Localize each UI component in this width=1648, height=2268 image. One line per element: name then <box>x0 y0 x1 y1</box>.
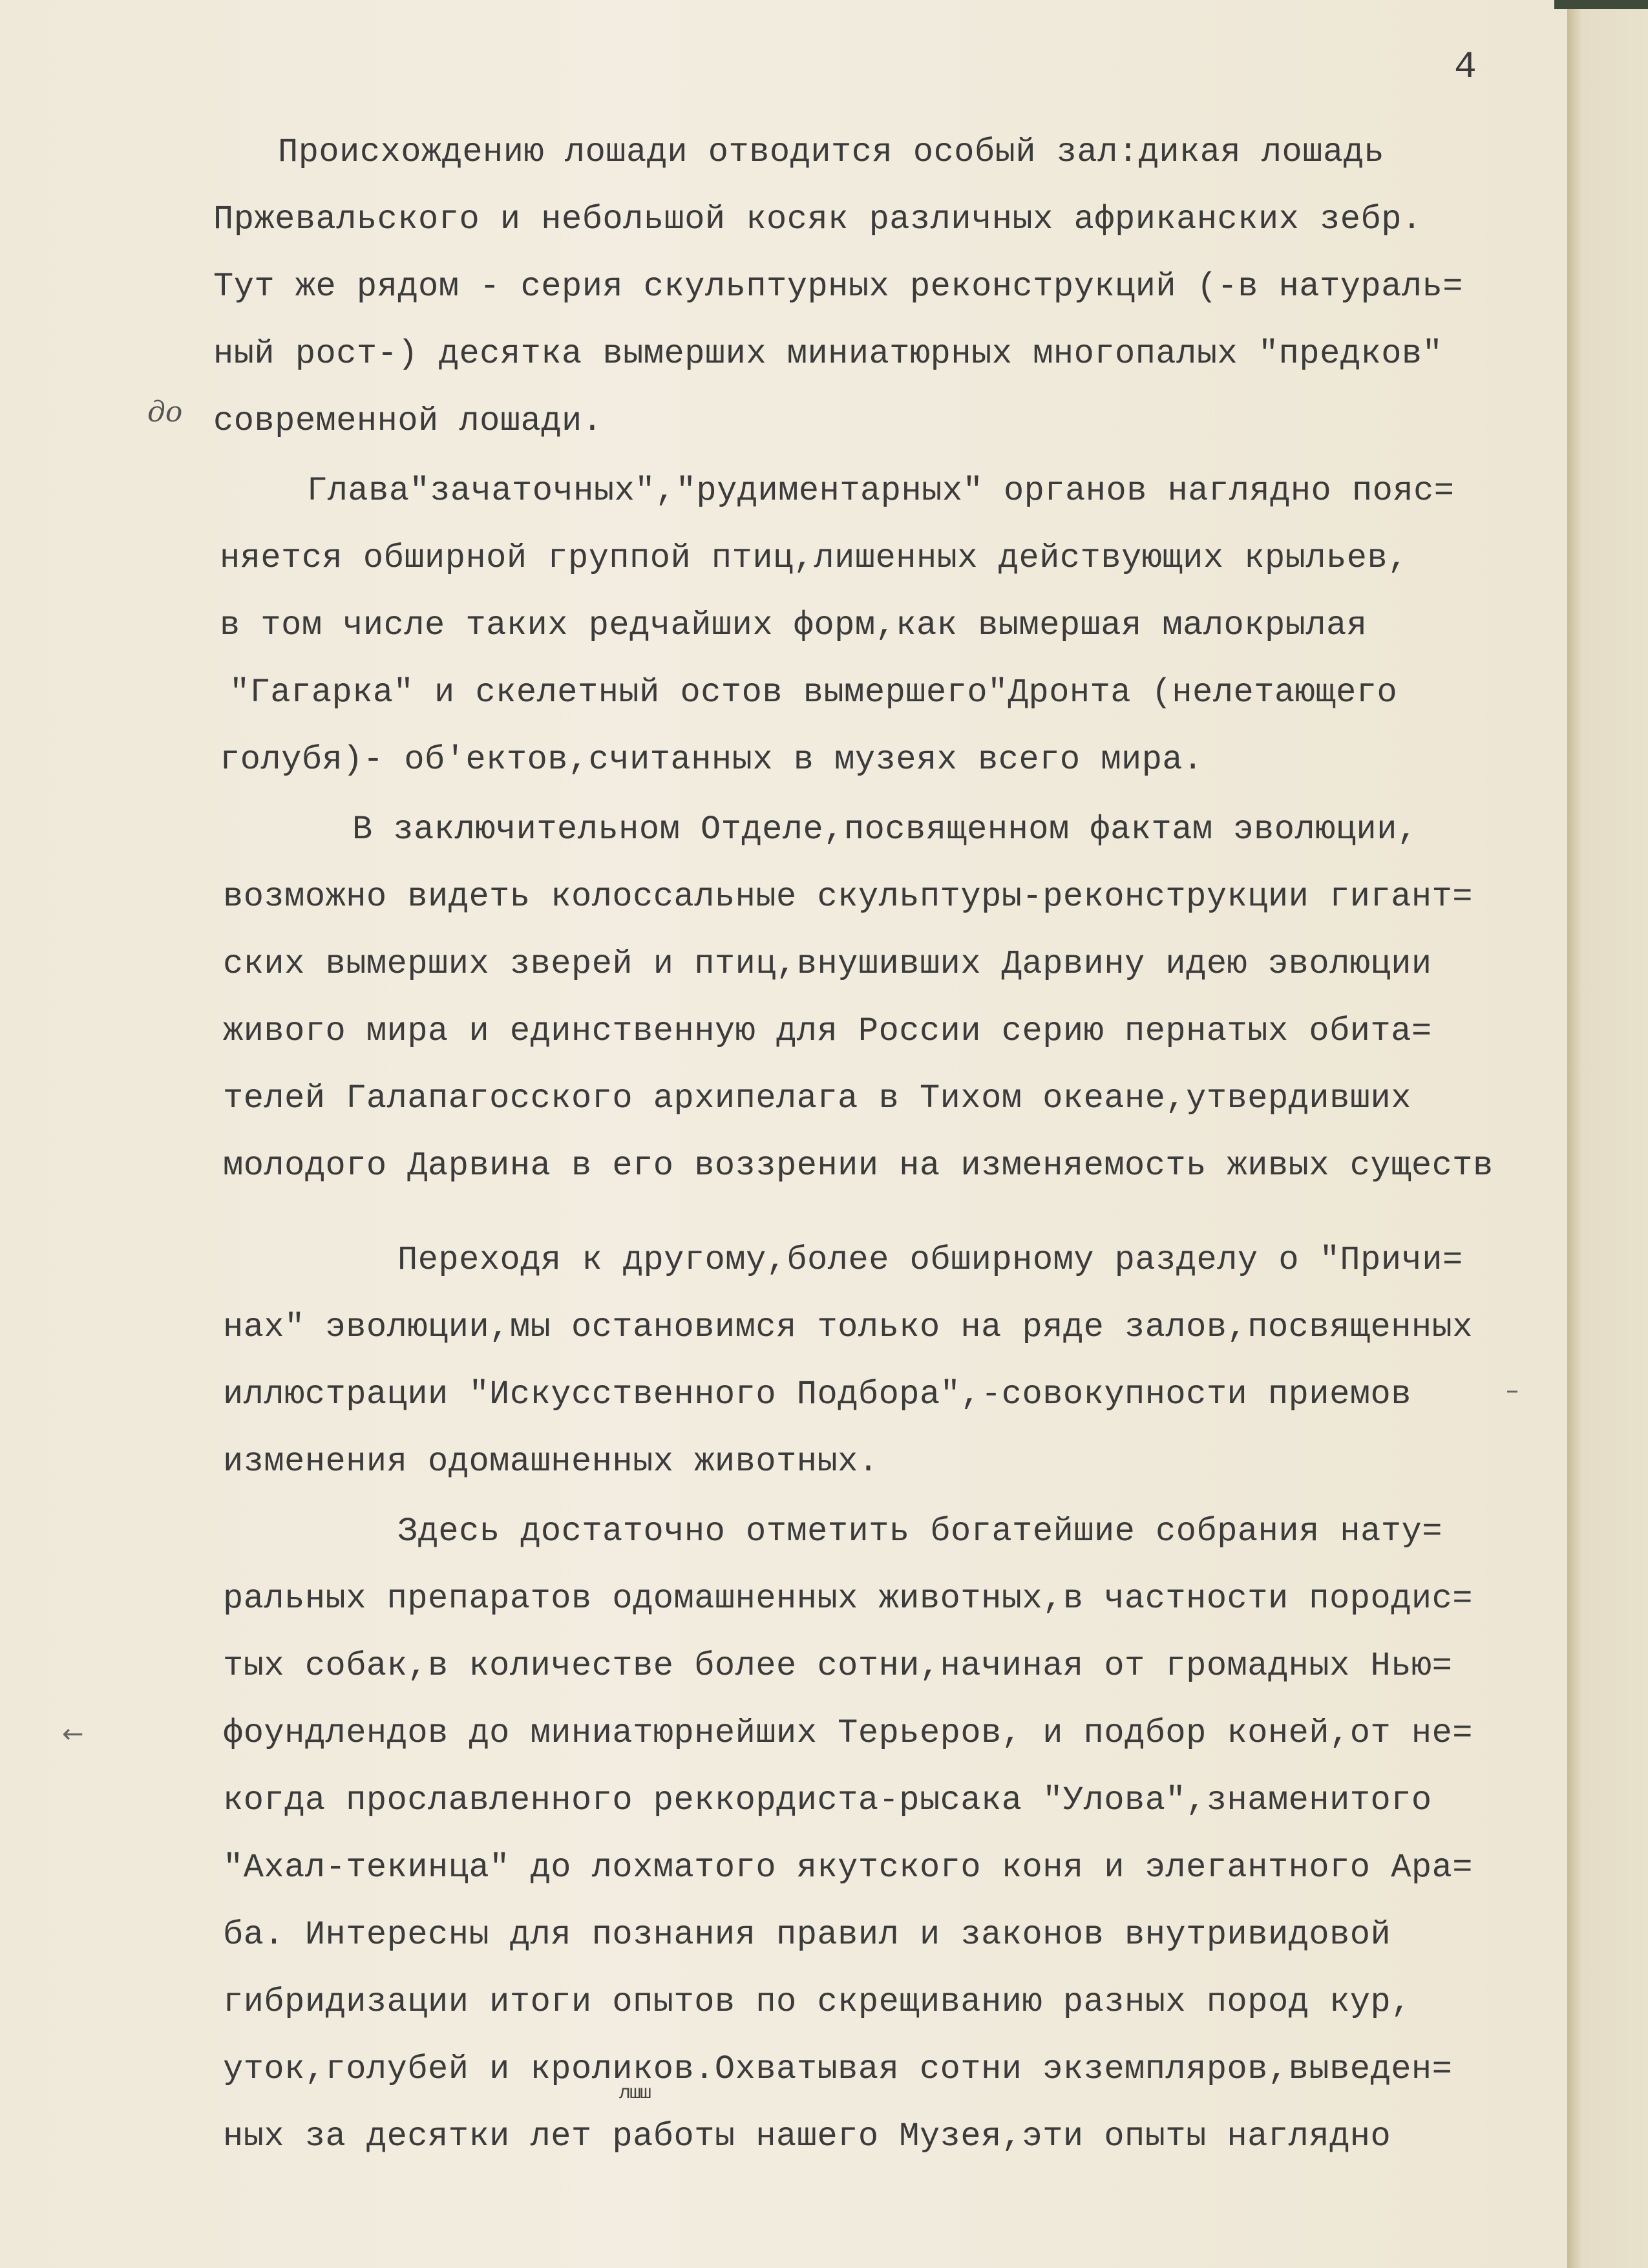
text-line: когда прославленного реккордиста-рысака "Улова",знаменитого <box>223 1781 1432 1819</box>
text-line: изменения одомашненных животных. <box>223 1443 879 1481</box>
text-line: Происхождению лошади отводится особый зал:дикая лошадь <box>278 133 1385 171</box>
text-line: "Гагарка" и скелетный остов вымершего"Дронта (нелетающего <box>229 673 1398 712</box>
text-line: современной лошади. <box>213 402 603 440</box>
text-line: ный рост-) десятка вымерших миниатюрных многопалых "предков" <box>213 335 1443 373</box>
text-line: возможно видеть колоссальные скульптуры-реконструкции гигант= <box>223 878 1474 916</box>
text-line: нах" эволюции,мы остановимся только на ряде залов,посвященных <box>223 1308 1474 1346</box>
text-line: Глава"зачаточных","рудиментарных" органов наглядно пояс= <box>307 472 1455 510</box>
handwritten-margin-note: до <box>147 396 183 429</box>
text-line: Пржевальского и небольшой косяк различных африканских зебр. <box>213 200 1422 238</box>
margin-arrow-mark: ← <box>62 1719 84 1749</box>
text-line: Тут же рядом - серия скульптурных реконструкций (-в натураль= <box>213 268 1464 306</box>
text-line: фоундлендов до миниатюрнейших Терьеров, и подбор коней,от не= <box>223 1714 1474 1752</box>
text-line: ральных препаратов одомашненных животных,в частности породис= <box>223 1580 1474 1618</box>
background-strip <box>1554 0 1648 9</box>
text-line: тых собак,в количестве более сотни,начиная от громадных Нью= <box>223 1647 1453 1685</box>
margin-dash-mark: – <box>1506 1375 1519 1405</box>
text-line: Переходя к другому,более обширному разделу о "Причи= <box>397 1241 1463 1279</box>
text-line: В заключительном Отделе,посвященном фактам эволюции, <box>352 811 1418 849</box>
text-line: ба. Интересны для познания правил и законов внутривидовой <box>223 1916 1391 1954</box>
page-number: 4 <box>1454 47 1477 89</box>
text-line: "Ахал-текинца" до лохматого якутского коня и элегантного Ара= <box>223 1849 1474 1887</box>
text-line: голубя)- об'ектов,считанных в музеях всего мира. <box>220 741 1203 779</box>
text-line: в том числе таких редчайших форм,как вымершая малокрылая <box>220 606 1368 644</box>
text-line: телей Галапагосского архипелага в Тихом океане,утвердивших <box>223 1079 1411 1118</box>
text-line: молодого Дарвина в его воззрении на изменяемость живых существ <box>223 1147 1494 1185</box>
text-line: Здесь достаточно отметить богатейшие собрания нату= <box>397 1512 1442 1551</box>
text-line: гибридизации итоги опытов по скрещиванию разных пород кур, <box>223 1983 1411 2021</box>
text-line: живого мира и единственную для России серию пернатых обита= <box>223 1012 1432 1050</box>
page-edge <box>1567 0 1648 2268</box>
text-line: уток,голубей и кроликов.Охватывая сотни экземпляров,выведен= <box>223 2050 1453 2088</box>
text-line: няется обширной группой птиц,лишенных действующих крыльев, <box>220 539 1408 577</box>
text-line: ных за десятки лет работы нашего Музея,эти опыты наглядно <box>223 2117 1391 2156</box>
text-line: иллюстрации "Искусственного Подбора",-совокупности приемов <box>223 1375 1411 1414</box>
text-line: ских вымерших зверей и птиц,внушивших Дарвину идею эволюции <box>223 945 1432 983</box>
overtype-mark: лшш <box>619 2083 651 2104</box>
